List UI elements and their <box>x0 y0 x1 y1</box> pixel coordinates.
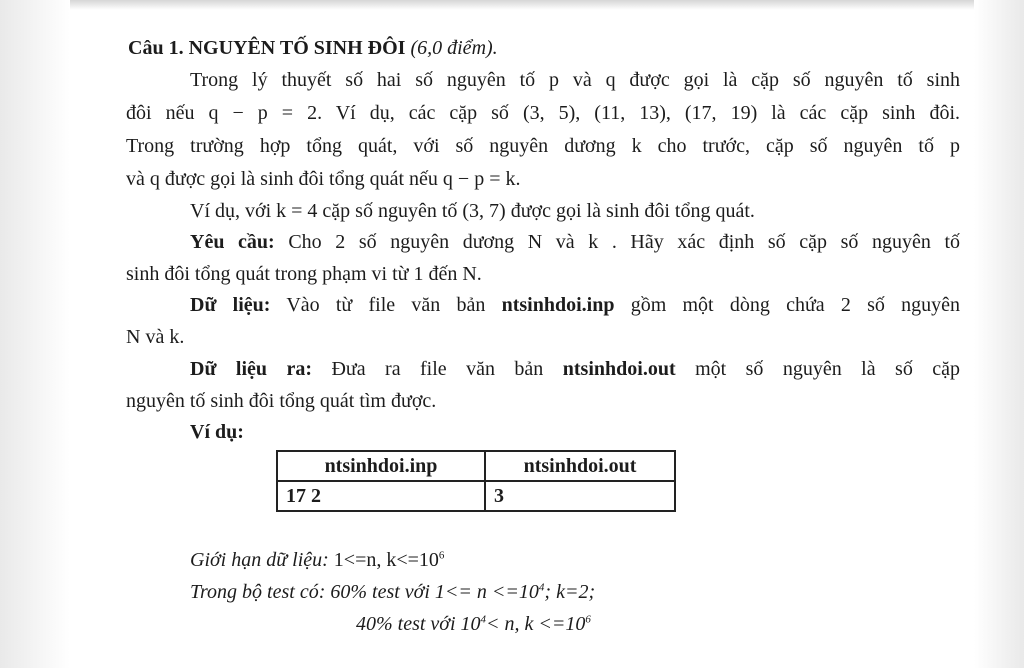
requirement-line1 <box>190 230 960 254</box>
limits-line3-exp2: 6 <box>585 613 591 626</box>
output-line1 <box>190 357 960 381</box>
example-label-text: Ví dụ: <box>190 421 244 443</box>
output-filename: ntsinhdoi.out <box>562 358 676 380</box>
p1-line4: và q được gọi là sinh đôi tổng quát nếu q − p = k. <box>126 168 521 190</box>
limits-line2-exp: 4 <box>538 581 545 594</box>
p1-line1: Trong lý thuyết số hai số nguyên tố p và q được gọi là cặp số nguyên tố sinh <box>190 69 960 91</box>
output-text-a: Đưa ra file văn bản <box>331 358 544 380</box>
input-line1 <box>190 293 960 317</box>
input-label: Dữ liệu: <box>190 294 271 316</box>
example-label <box>190 420 244 444</box>
output-label: Dữ liệu ra: <box>190 358 312 380</box>
requirement-text: Cho 2 số nguyên dương N và k . Hãy xác định số cặp số nguyên tố <box>288 231 961 253</box>
example-table <box>276 450 676 512</box>
limits-line3-exp1: 4 <box>480 613 487 626</box>
output-text-b: một số nguyên là số cặp <box>695 358 961 380</box>
table-header-row <box>277 451 675 481</box>
example-k4: Ví dụ, với k = 4 cặp số nguyên tố (3, 7) được gọi là sinh đôi tổng quát. <box>190 200 755 222</box>
limits-line3-text-a: 40% test với 10 <box>356 613 481 635</box>
limits-line2-text-a: Trong bộ test có: 60% test với 1<= n <=10 <box>190 581 539 603</box>
table-cell-inp: 17 2 <box>277 481 485 511</box>
table-row <box>277 481 675 511</box>
limits-value-text: 1<=n, k<=10 <box>333 549 439 571</box>
table-header-out: ntsinhdoi.out <box>485 451 675 481</box>
requirement-label: Yêu cầu: <box>190 231 275 253</box>
limits-line2 <box>190 580 595 604</box>
question-points: (6,0 điểm). <box>410 37 498 59</box>
table-cell-out: 3 <box>485 481 675 511</box>
limits-line3 <box>356 612 591 636</box>
table-header-inp: ntsinhdoi.inp <box>277 451 485 481</box>
input-line2: N và k. <box>126 326 185 348</box>
output-line2: nguyên tố sinh đôi tổng quát tìm được. <box>126 390 437 412</box>
question-title <box>128 36 498 60</box>
limits-label: Giới hạn dữ liệu: <box>190 549 329 571</box>
input-text-a: Vào từ file văn bản <box>286 294 486 316</box>
requirement-line2: sinh đôi tổng quát trong phạm vi từ 1 đến N. <box>126 263 482 285</box>
limits-line1 <box>190 548 444 572</box>
limits-line3-text-b: < n, k <=10 <box>486 613 586 635</box>
p1-line3: Trong trường hợp tổng quát, với số nguyên dương k cho trước, cặp số nguyên tố p <box>126 135 960 157</box>
p1-line2: đôi nếu q − p = 2. Ví dụ, các cặp số (3, 5), (11, 13), (17, 19) là các cặp sinh đôi. <box>126 102 960 124</box>
question-heading: Câu 1. NGUYÊN TỐ SINH ĐÔI <box>128 37 406 59</box>
limits-value <box>334 549 445 571</box>
input-text-b: gồm một dòng chứa 2 số nguyên <box>630 294 961 316</box>
input-filename: ntsinhdoi.inp <box>501 294 615 316</box>
limits-line2-text-b: ; k=2; <box>544 581 596 603</box>
limits-value-exp: 6 <box>438 549 445 562</box>
